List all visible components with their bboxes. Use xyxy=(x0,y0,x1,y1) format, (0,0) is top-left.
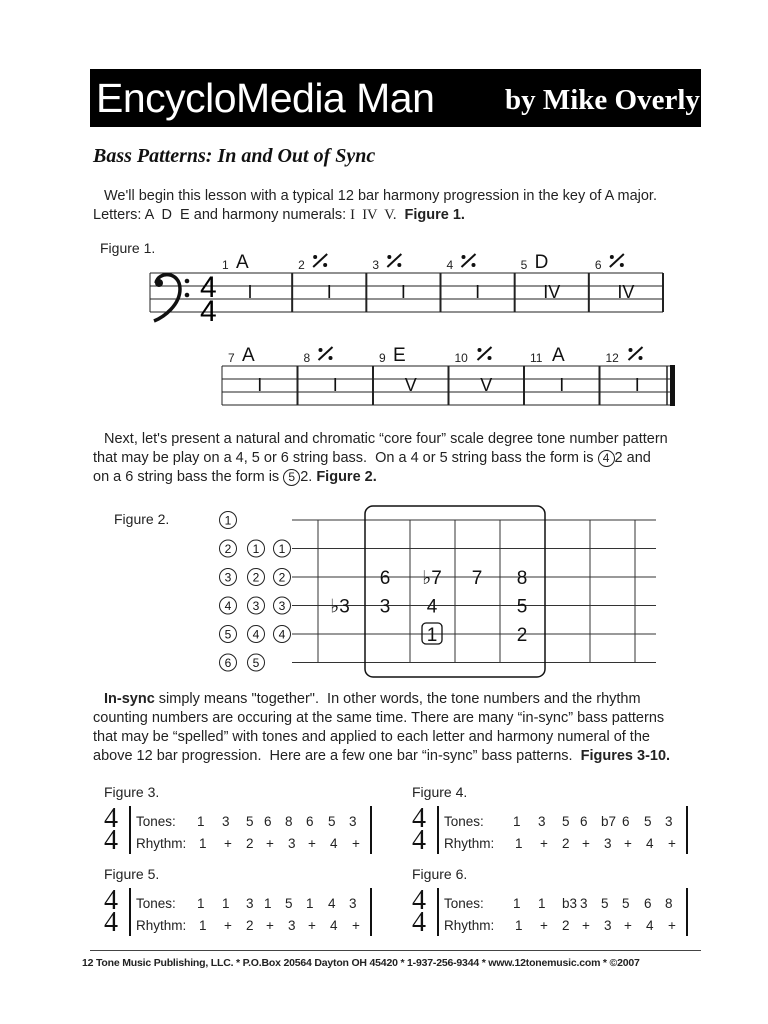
harmony-numeral: I xyxy=(257,375,263,395)
svg-text:2: 2 xyxy=(224,542,232,556)
tone-number: 3 xyxy=(379,596,391,618)
repeat-measure-icon xyxy=(478,347,492,360)
rhythm-value: 3 xyxy=(604,918,612,933)
para3-line-3: that may be “spelled” with tones and applied to each letter and harmony numeral of the xyxy=(93,729,650,745)
svg-text:2: 2 xyxy=(252,570,260,585)
harmony-numeral: I xyxy=(559,375,565,395)
figures-3-10-ref: Figures 3-10. xyxy=(580,748,671,764)
tones-label: Tones: xyxy=(136,814,176,829)
start-barline xyxy=(437,806,439,854)
rhythm-value: + xyxy=(352,836,360,851)
final-barline-thick xyxy=(670,365,675,406)
rhythm-value: + xyxy=(308,836,316,851)
rhythm-value: + xyxy=(224,836,232,851)
tone-number: ♭3 xyxy=(330,596,350,618)
rhythm-value: 1 xyxy=(199,918,207,933)
tone-number: 4 xyxy=(426,596,438,618)
rhythm-label: Rhythm: xyxy=(444,836,495,851)
svg-text:1: 1 xyxy=(252,542,260,556)
time-signature-top: 4 xyxy=(200,271,217,304)
tones-value: 5 xyxy=(285,896,293,911)
start-barline xyxy=(129,806,131,854)
rhythm-value: 4 xyxy=(646,836,654,851)
time-signature: 4 4 xyxy=(412,885,426,938)
tone-number: 1 xyxy=(426,625,438,646)
end-barline xyxy=(370,806,372,854)
measure-number: 7 xyxy=(228,351,235,365)
para2-line-1: Next, let's present a natural and chromatic “core four” scale degree tone number pattern xyxy=(104,431,668,447)
rhythm-value: 1 xyxy=(199,836,207,851)
measure-number: 9 xyxy=(379,351,386,365)
tones-value: 5 xyxy=(246,814,254,829)
measure-number: 3 xyxy=(372,258,380,272)
rhythm-value: + xyxy=(624,918,632,933)
tones-value: 1 xyxy=(538,896,546,911)
rhythm-label: Rhythm: xyxy=(136,918,187,933)
rhythm-label: Rhythm: xyxy=(444,918,495,933)
rhythm-value: 2 xyxy=(246,918,254,933)
harmony-numeral: I xyxy=(475,282,481,302)
tones-value: 6 xyxy=(644,896,652,911)
staff-row-2 xyxy=(222,345,675,406)
chord-symbol: D xyxy=(534,252,549,273)
measure-number: 6 xyxy=(594,258,602,272)
tone-number: 6 xyxy=(379,568,391,589)
measure-number: 11 xyxy=(530,351,543,365)
tones-value: 5 xyxy=(328,814,336,829)
tone-number: 7 xyxy=(471,568,483,589)
string-number-circle xyxy=(248,654,265,671)
staff-row-1 xyxy=(150,252,663,328)
figure-2-ref: Figure 2. xyxy=(316,469,377,485)
tones-value: 1 xyxy=(306,896,314,911)
pattern-figure-label: Figure 4. xyxy=(412,784,468,800)
tone-number: 5 xyxy=(516,596,528,618)
pattern-figure-label: Figure 5. xyxy=(104,866,160,882)
numerals-list: I IV V. xyxy=(350,207,397,223)
rhythm-value: 3 xyxy=(288,836,296,851)
time-signature: 4 4 xyxy=(412,803,426,856)
rhythm-value: + xyxy=(266,836,274,851)
figure-1-staff xyxy=(0,0,768,420)
harmony-numeral: IV xyxy=(543,282,561,302)
tones-value: 1 xyxy=(222,896,230,911)
para2-line-3 xyxy=(93,468,733,487)
para2-line-2 xyxy=(93,449,733,468)
string-number-circle xyxy=(248,540,265,557)
tones-value: 6 xyxy=(580,814,588,829)
rhythm-value: 4 xyxy=(646,918,654,933)
tones-value: 1 xyxy=(197,896,205,911)
tones-value: 3 xyxy=(580,896,588,911)
para2-line-2-end: 2 and xyxy=(614,450,651,466)
para2-line-2-text: that may be play on a 4, 5 or 6 string bass. On a 4 or 5 string bass the form is xyxy=(93,450,594,466)
repeat-measure-icon xyxy=(629,347,643,360)
string-number-circle xyxy=(274,569,291,586)
pattern-figure-label: Figure 6. xyxy=(412,866,468,882)
end-barline xyxy=(370,888,372,936)
svg-text:4: 4 xyxy=(224,599,232,613)
svg-text:1: 1 xyxy=(224,513,232,528)
string-circle-5: 5 xyxy=(283,469,300,486)
tones-value: 8 xyxy=(285,814,293,829)
string-number-circle xyxy=(274,540,291,557)
chord-symbol: A xyxy=(552,345,565,366)
string-number-circle xyxy=(248,626,265,643)
pattern-figure-label: Figure 3. xyxy=(104,784,160,800)
letters-label: Letters: xyxy=(93,207,142,223)
tones-value: 3 xyxy=(665,814,673,829)
author-byline: by Mike Overly xyxy=(505,84,700,116)
measure-number: 4 xyxy=(446,258,454,272)
svg-text:1: 1 xyxy=(278,542,286,556)
harmony-numeral: I xyxy=(332,375,338,395)
rhythm-value: + xyxy=(352,918,360,933)
svg-text:3: 3 xyxy=(278,599,286,613)
tones-value: 8 xyxy=(665,896,673,911)
harmony-numeral: V xyxy=(404,375,417,395)
rhythm-label: Rhythm: xyxy=(136,836,187,851)
figure-2-label: Figure 2. xyxy=(114,511,170,527)
measure-number: 12 xyxy=(605,351,619,365)
para3-line-2: counting numbers are occuring at the same time. There are many “in-sync” bass patterns xyxy=(93,710,665,726)
measure-number: 8 xyxy=(303,351,311,365)
tones-value: 6 xyxy=(306,814,314,829)
svg-text:5: 5 xyxy=(252,656,260,670)
tones-value: 1 xyxy=(197,814,205,829)
footer-publisher: 12 Tone Music Publishing, LLC. * P.O.Box 20564 Dayton OH 45420 * 1-937-256-9344 * www.12tonemusic.com * ©2007 xyxy=(82,957,640,969)
tones-value: 3 xyxy=(349,896,357,911)
harmony-numeral: I xyxy=(634,375,640,395)
tones-value: 3 xyxy=(222,814,230,829)
end-barline xyxy=(686,888,688,936)
para3-line-1-text: simply means "together". In other words, the tone numbers and the rhythm xyxy=(154,691,641,707)
svg-text:6: 6 xyxy=(224,656,232,670)
tones-value: 1 xyxy=(264,896,272,911)
rhythm-value: 4 xyxy=(330,836,338,851)
rhythm-value: + xyxy=(540,918,548,933)
rhythm-value: 1 xyxy=(515,836,523,851)
tones-value: 5 xyxy=(622,896,630,911)
tones-value: 5 xyxy=(562,814,570,829)
svg-text:3: 3 xyxy=(224,570,232,585)
string-number-circle xyxy=(248,569,265,586)
string-number-circle xyxy=(220,569,237,586)
rhythm-value: + xyxy=(540,836,548,851)
lesson-title: Bass Patterns: In and Out of Sync xyxy=(93,145,376,167)
tones-value: 3 xyxy=(349,814,357,829)
numerals-label: and harmony numerals: xyxy=(193,207,347,223)
rhythm-value: 1 xyxy=(515,918,523,933)
footer-rule xyxy=(90,950,701,951)
tone-number: ♭7 xyxy=(422,568,442,589)
measure-number: 1 xyxy=(222,258,229,272)
page-title: EncycloMedia Man xyxy=(96,75,435,121)
tones-value: 6 xyxy=(622,814,630,829)
chord-symbol: A xyxy=(236,252,249,273)
end-barline xyxy=(686,806,688,854)
repeat-measure-icon xyxy=(387,254,401,267)
rhythm-value: 2 xyxy=(562,836,570,851)
rhythm-value: + xyxy=(266,918,274,933)
rhythm-value: + xyxy=(668,836,676,851)
rhythm-value: + xyxy=(668,918,676,933)
measure-number: 10 xyxy=(454,351,468,365)
harmony-numeral: I xyxy=(326,282,332,302)
tones-value: 1 xyxy=(513,814,521,829)
para2-line-3-end: 2. xyxy=(300,469,313,485)
tone-number: 2 xyxy=(516,625,528,646)
repeat-measure-icon xyxy=(319,347,333,360)
rhythm-value: + xyxy=(624,836,632,851)
chord-symbol: A xyxy=(242,345,255,366)
tones-label: Tones: xyxy=(136,896,176,911)
measure-number: 5 xyxy=(520,258,528,272)
tones-value: 3 xyxy=(538,814,546,829)
letters-list: A D E xyxy=(144,207,190,223)
figure-2-fretboard xyxy=(0,500,768,680)
harmony-numeral: V xyxy=(480,375,493,395)
harmony-numeral: I xyxy=(400,282,406,302)
tones-label: Tones: xyxy=(444,896,484,911)
tones-value: 1 xyxy=(513,896,521,911)
rhythm-value: + xyxy=(582,918,590,933)
start-barline xyxy=(129,888,131,936)
string-number-circle xyxy=(220,626,237,643)
rhythm-value: + xyxy=(224,918,232,933)
para2-line-3-text: on a 6 string bass the form is xyxy=(93,469,280,485)
rhythm-value: + xyxy=(582,836,590,851)
time-signature: 4 4 xyxy=(104,803,118,856)
tones-value: b3 xyxy=(562,896,578,911)
string-circle-4: 4 xyxy=(598,450,615,467)
harmony-numeral: IV xyxy=(617,282,635,302)
time-signature-bottom: 4 xyxy=(200,295,217,328)
tones-value: b7 xyxy=(601,814,617,829)
repeat-measure-icon xyxy=(313,254,327,267)
rhythm-value: 3 xyxy=(288,918,296,933)
svg-text:4: 4 xyxy=(252,627,260,642)
repeat-measure-icon xyxy=(462,254,476,267)
figure-1-label: Figure 1. xyxy=(100,240,156,256)
string-number-circle xyxy=(220,512,237,529)
bass-clef-icon xyxy=(154,275,189,321)
para3-line-4 xyxy=(93,747,733,766)
string-number-circle xyxy=(220,540,237,557)
chord-symbol: E xyxy=(393,345,406,366)
string-number-circle xyxy=(274,626,291,643)
tones-value: 4 xyxy=(328,896,336,911)
svg-text:3: 3 xyxy=(252,599,260,613)
time-signature: 4 4 xyxy=(104,885,118,938)
rhythm-value: 4 xyxy=(330,918,338,933)
string-number-circle xyxy=(220,654,237,671)
harmony-numeral: I xyxy=(247,282,253,302)
rhythm-value: 3 xyxy=(604,836,612,851)
tones-value: 6 xyxy=(264,814,272,829)
tones-label: Tones: xyxy=(444,814,484,829)
start-barline xyxy=(437,888,439,936)
string-number-circle xyxy=(220,597,237,614)
intro-line-1: We'll begin this lesson with a typical 12 bar harmony progression in the key of A major. xyxy=(104,188,657,204)
para3-line-1 xyxy=(104,690,734,709)
svg-text:2: 2 xyxy=(278,570,286,585)
tones-value: 3 xyxy=(246,896,254,911)
rhythm-value: + xyxy=(308,918,316,933)
tone-number: 8 xyxy=(516,568,528,589)
rhythm-value: 2 xyxy=(562,918,570,933)
measure-number: 2 xyxy=(298,258,305,272)
svg-text:5: 5 xyxy=(224,627,232,642)
string-number-circle xyxy=(248,597,265,614)
svg-text:4: 4 xyxy=(278,627,286,642)
tones-value: 5 xyxy=(601,896,609,911)
in-sync-term: In-sync xyxy=(104,691,155,707)
rhythm-value: 2 xyxy=(246,836,254,851)
tones-value: 5 xyxy=(644,814,652,829)
para3-line-4-text: above 12 bar progression. Here are a few one bar “in-sync” bass patterns. xyxy=(93,748,573,764)
string-number-circle xyxy=(274,597,291,614)
repeat-measure-icon xyxy=(610,254,624,267)
figure-1-ref: Figure 1. xyxy=(404,207,465,223)
